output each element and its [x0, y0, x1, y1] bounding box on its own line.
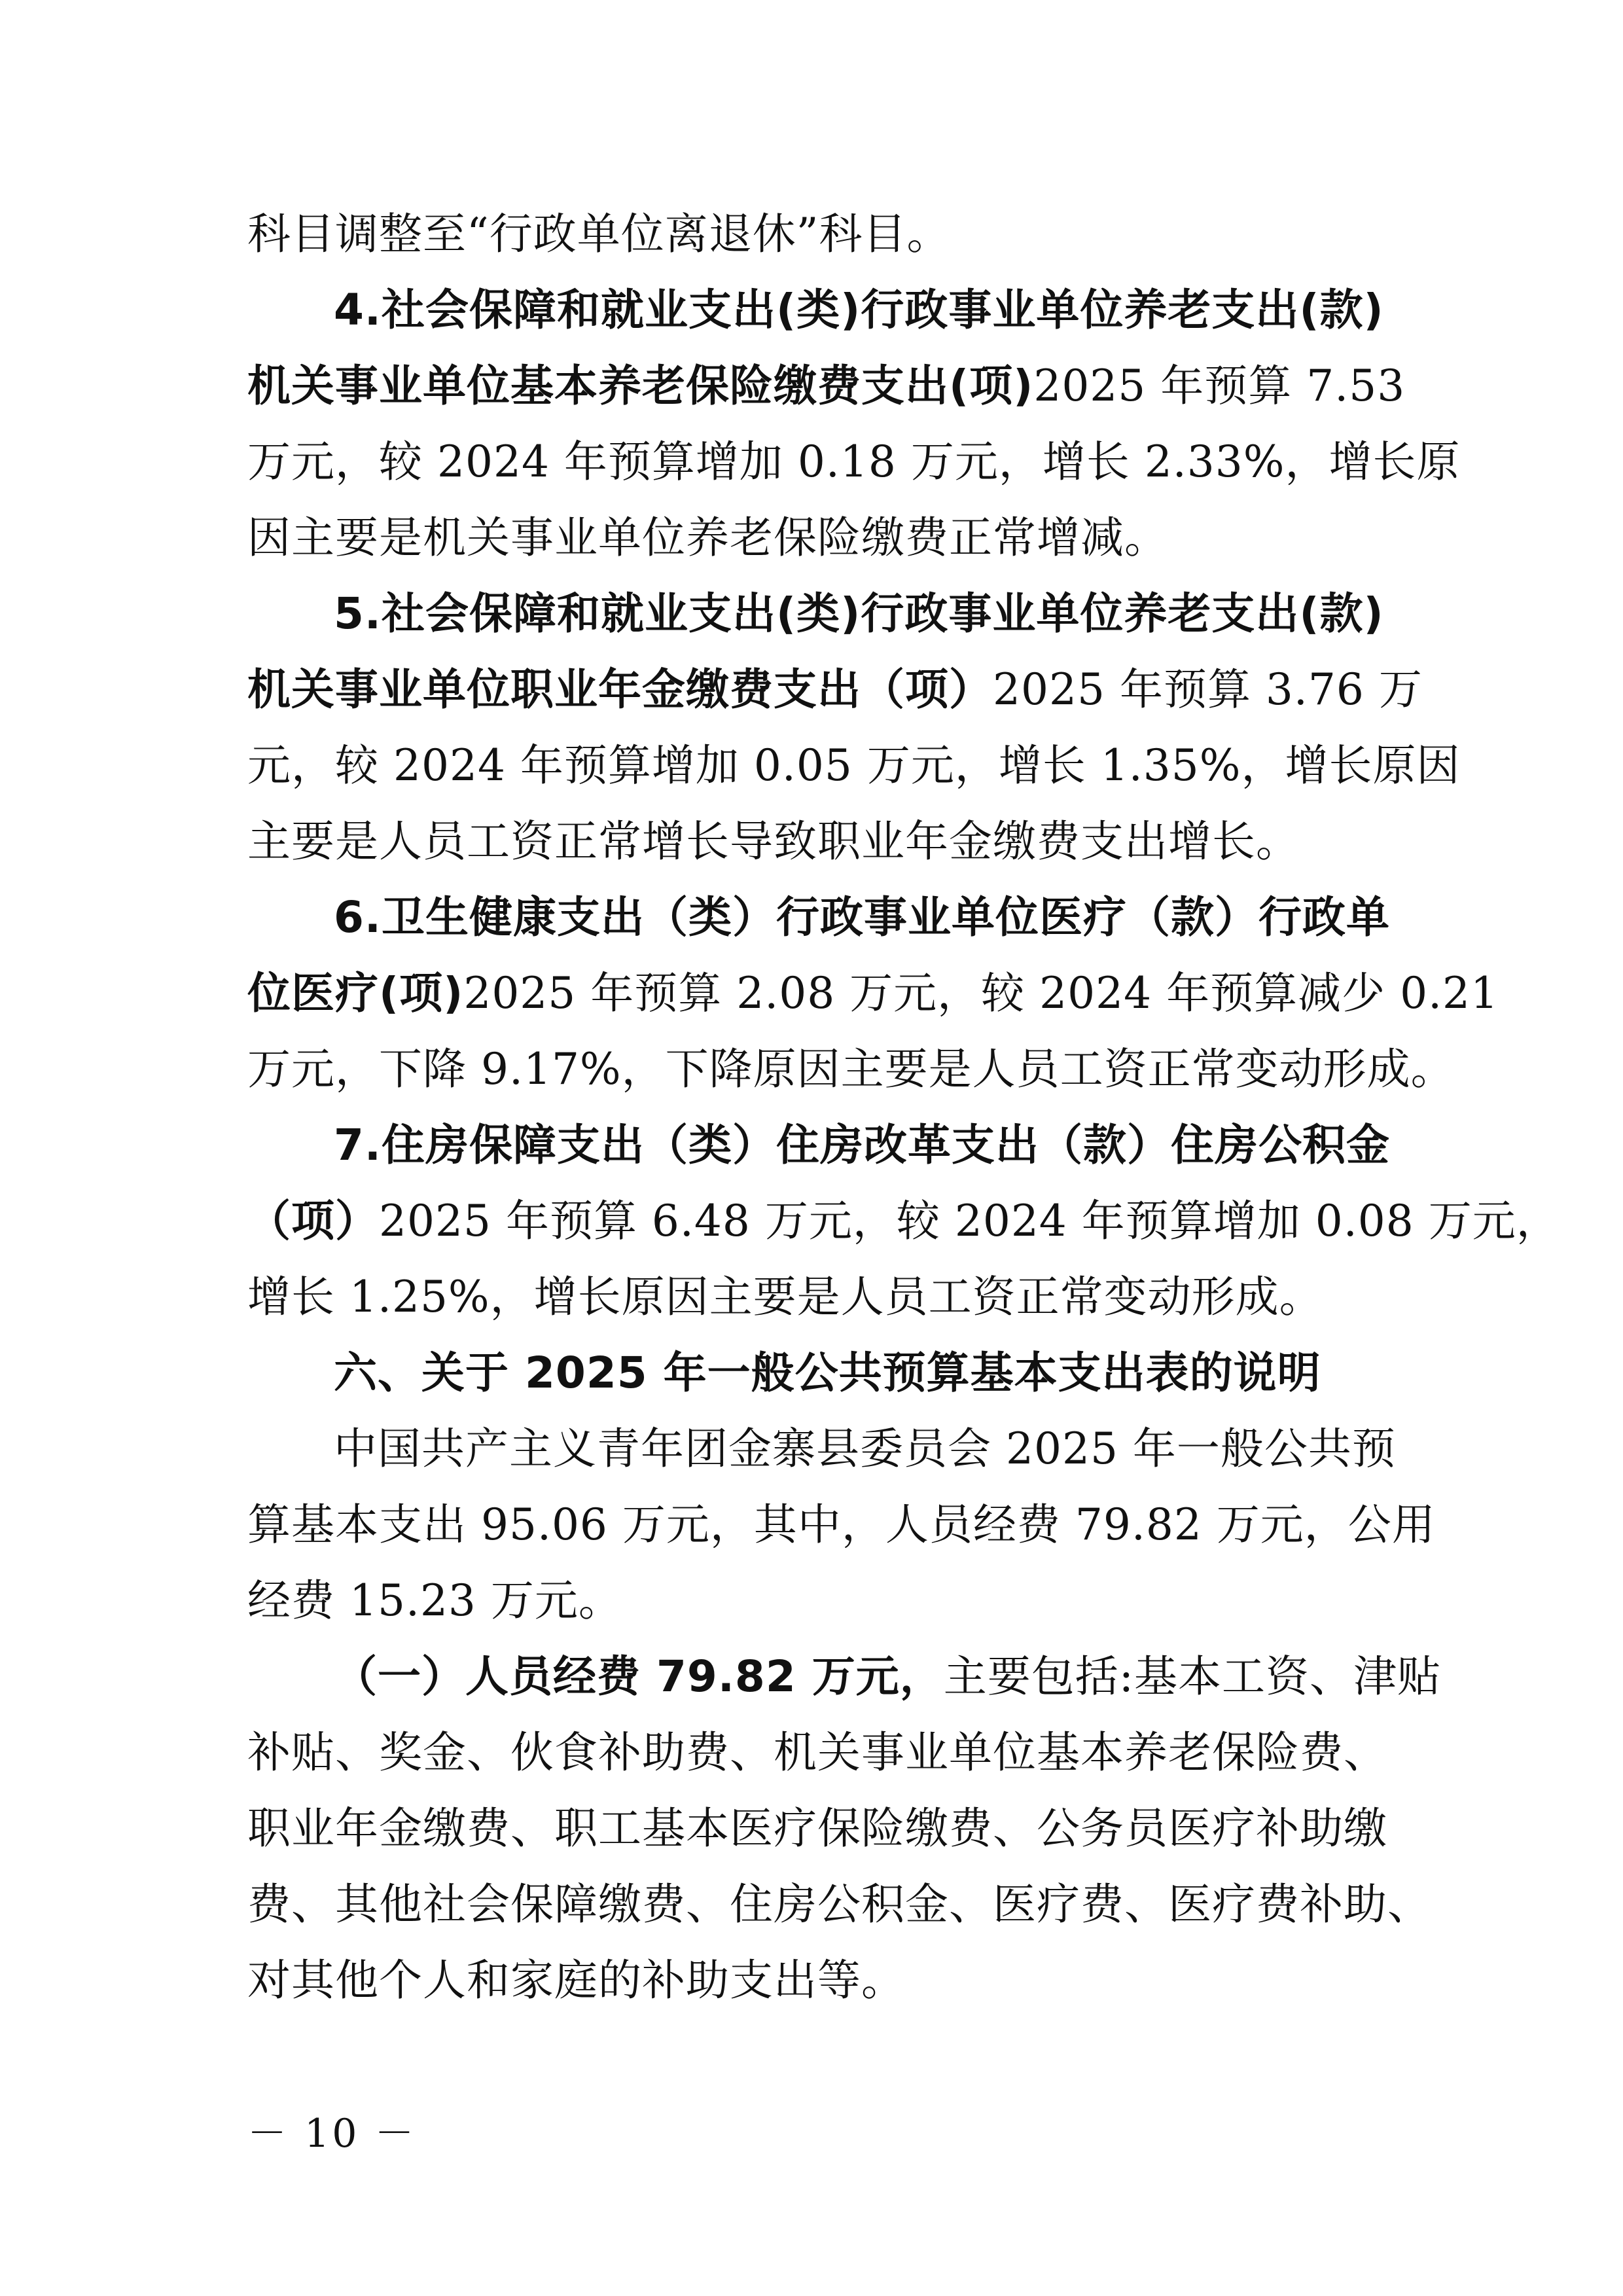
bold-text-segment: 7.住房保障支出（类）住房改革支出（款）住房公积金: [334, 1120, 1390, 1170]
text-segment: 2025 年预算 2.08 万元，较 2024 年预算减少 0.21: [463, 968, 1499, 1018]
bold-text-segment: 六、关于 2025 年一般公共预算基本支出表的说明: [334, 1348, 1321, 1398]
text-segment: 主要包括:基本工资、津贴: [943, 1651, 1441, 1702]
text-line: [247, 196, 1382, 272]
p-item-4: [247, 272, 1461, 576]
text-segment: 2025 年预算 7.53: [1033, 361, 1406, 411]
text-line: [247, 424, 1461, 500]
bold-text-segment: 4.社会保障和就业支出(类)行政事业单位养老支出(款): [334, 285, 1384, 335]
text-segment: 万元，下降 9.17%，下降原因主要是人员工资正常变动形成。: [247, 1044, 1455, 1094]
text-segment: 补贴、奖金、伙食补助费、机关事业单位基本养老保险费、: [247, 1727, 1387, 1778]
p-section-6: [247, 1335, 1382, 1411]
text-line: [247, 500, 1382, 576]
p-item-5: [247, 576, 1461, 880]
p-continuation: [247, 196, 1382, 272]
text-line: [247, 1639, 1441, 1715]
p-item-7: [247, 1107, 1560, 1335]
text-line: [247, 272, 1382, 348]
p-item-6: [247, 880, 1499, 1107]
bold-text-segment: 机关事业单位职业年金缴费支出（项）: [247, 664, 993, 715]
text-line: [247, 1107, 1390, 1183]
bold-text-segment: 5.社会保障和就业支出(类)行政事业单位养老支出(款): [334, 588, 1384, 639]
document-body: [247, 196, 1560, 2018]
text-segment: 元，较 2024 年预算增加 0.05 万元，增长 1.35%，增长原因: [247, 740, 1461, 791]
text-segment: 2025 年预算 3.76 万: [993, 664, 1423, 715]
text-segment: 经费 15.23 万元。: [247, 1575, 622, 1626]
bold-text-segment: （项）: [247, 1196, 379, 1246]
text-segment: 增长 1.25%，增长原因主要是人员工资正常变动形成。: [247, 1272, 1323, 1322]
text-segment: 算基本支出 95.06 万元，其中，人员经费 79.82 万元，公用: [247, 1499, 1436, 1550]
text-segment: 对其他个人和家庭的补助支出等。: [247, 1955, 905, 2005]
text-line: [247, 576, 1382, 652]
text-line: [247, 956, 1499, 1031]
text-line: [247, 348, 1406, 424]
text-segment: 职业年金缴费、职工基本医疗保险缴费、公务员医疗补助缴: [247, 1803, 1387, 1854]
text-line: [247, 1943, 1382, 2018]
text-line: [247, 1411, 1396, 1487]
text-line: [247, 1335, 1382, 1411]
bold-text-segment: （一）人员经费 79.82 万元，: [334, 1651, 944, 1702]
text-line: [247, 728, 1461, 804]
text-segment: 科目调整至“行政单位离退休”科目。: [247, 209, 951, 259]
text-line: [247, 1791, 1387, 1867]
text-line: [247, 1031, 1455, 1107]
text-segment: 费、其他社会保障缴费、住房公积金、医疗费、医疗费补助、: [247, 1879, 1431, 1929]
text-segment: 2025 年预算 6.48 万元，较 2024 年预算增加 0.08 万元，: [379, 1196, 1560, 1246]
text-line: [247, 1487, 1436, 1563]
p-personnel: [247, 1639, 1441, 2018]
text-line: [247, 1259, 1382, 1335]
text-line: [247, 880, 1390, 956]
bold-text-segment: 位医疗(项): [247, 968, 464, 1018]
p-summary: [247, 1411, 1436, 1639]
text-segment: 主要是人员工资正常增长导致职业年金缴费支出增长。: [247, 816, 1300, 867]
bold-text-segment: 机关事业单位基本养老保险缴费支出(项): [247, 361, 1034, 411]
text-line: [247, 1183, 1560, 1259]
page-number: － 10 －: [247, 2111, 417, 2157]
text-segment: 因主要是机关事业单位养老保险缴费正常增减。: [247, 512, 1168, 563]
bold-text-segment: 6.卫生健康支出（类）行政事业单位医疗（款）行政单: [334, 892, 1390, 942]
text-line: [247, 652, 1423, 728]
text-line: [247, 1867, 1431, 1943]
text-segment: 万元，较 2024 年预算增加 0.18 万元，增长 2.33%，增长原: [247, 437, 1461, 487]
text-line: [247, 1715, 1387, 1791]
text-line: [247, 1563, 1382, 1639]
text-line: [247, 804, 1382, 880]
text-segment: 中国共产主义青年团金寨县委员会 2025 年一般公共预: [334, 1424, 1396, 1474]
